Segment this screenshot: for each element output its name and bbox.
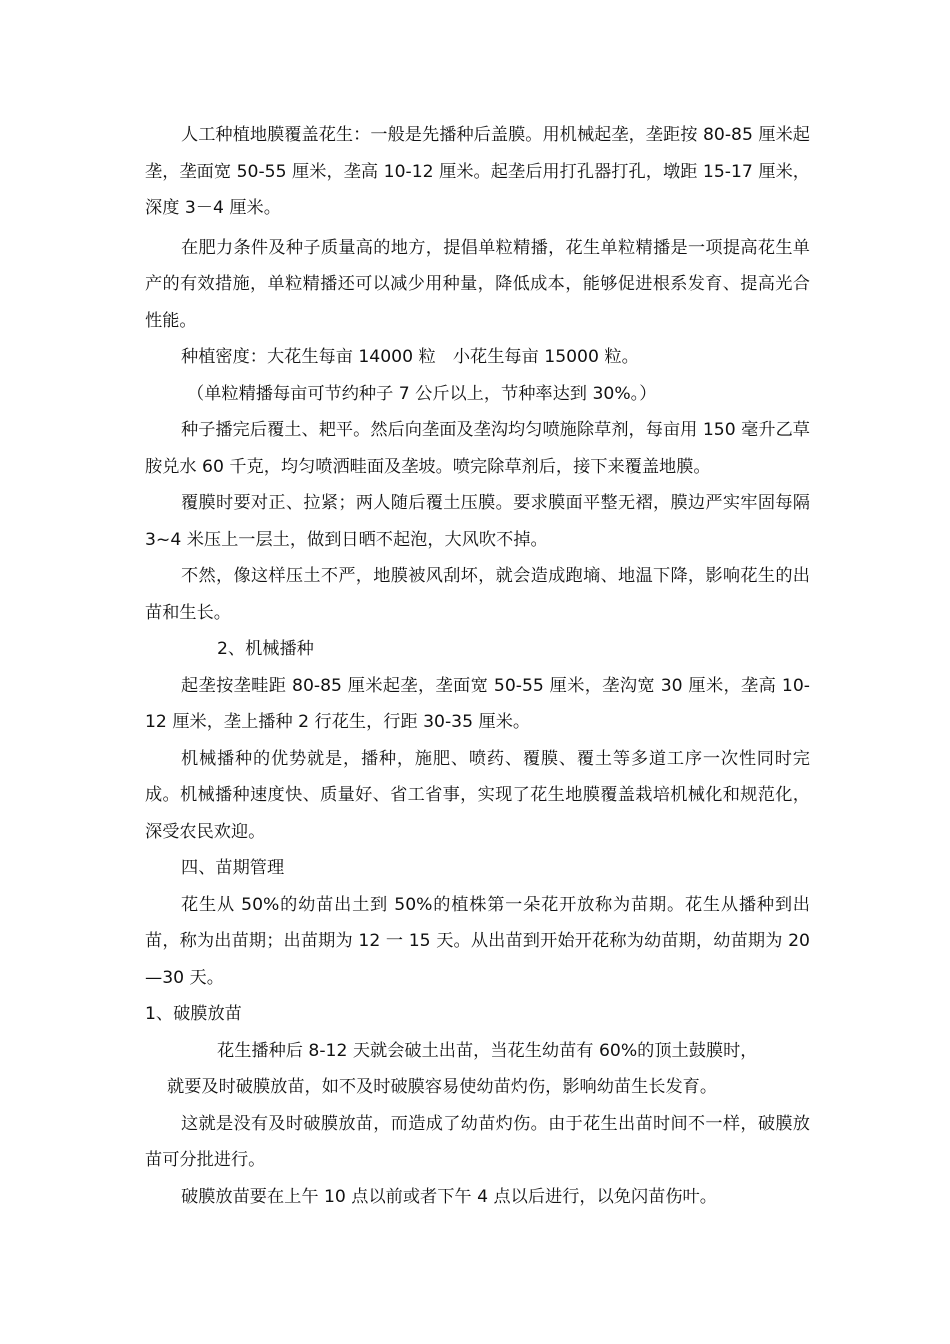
heading-mechanical-sowing: 2、机械播种 <box>217 639 314 659</box>
paragraph-mechanical-advantage: 机械播种的优势就是，播种，施肥、喷药、覆膜、覆土等多道工序一次性同时完成。机械播种速度快、质量好、省工省事，实现了花生地膜覆盖栽培机械化和规范化，深受农民欢迎。 <box>145 748 810 842</box>
paragraph-seedling-burn: 这就是没有及时破膜放苗，而造成了幼苗灼伤。由于花生出苗时间不一样，破膜放苗可分批进行。 <box>145 1113 810 1170</box>
paragraph-single-seed: 在肥力条件及种子质量高的地方，提倡单粒精播，花生单粒精播是一项提高花生单产的有效措施，单粒精播还可以减少用种量，降低成本，能够促进根系发育、提高光合性能。 <box>145 237 810 331</box>
heading-film-breaking: 1、破膜放苗 <box>145 1004 242 1024</box>
paragraph-timing: 破膜放苗要在上午 10 点以前或者下午 4 点以后进行，以免闪苗伤叶。 <box>181 1186 717 1207</box>
paragraph-emergence-line2: 就要及时破膜放苗，如不及时破膜容易使幼苗灼伤，影响幼苗生长发育。 <box>167 1077 718 1097</box>
paragraph-herbicide: 种子播完后覆土、耙平。然后向垄面及垄沟均匀喷施除草剂，每亩用 150 毫升乙草胺兑水 60 千克，均匀喷洒畦面及垄坡。喷完除草剂后，接下来覆盖地膜。 <box>145 420 810 477</box>
heading-seedling-management: 四、苗期管理 <box>181 858 285 878</box>
paragraph-seedling-period: 花生从 50%的幼苗出土到 50%的植株第一朵花开放称为苗期。花生从播种到出苗，称为出苗期；出苗期为 12 一 15 天。从出苗到开始开花称为幼苗期，幼苗期为 20—30 天。 <box>145 894 810 988</box>
paragraph-ridge-spec: 起垄按垄畦距 80-85 厘米起垄，垄面宽 50-55 厘米，垄沟宽 30 厘米，垄高 10-12 厘米，垄上播种 2 行花生，行距 30-35 厘米。 <box>145 675 810 732</box>
paragraph-seed-saving: （单粒精播每亩可节约种子 7 公斤以上，节种率达到 30%。） <box>187 383 657 404</box>
paragraph-film-covering: 覆膜时要对正、拉紧；两人随后覆土压膜。要求膜面平整无褶，膜边严实牢固每隔 3~4 米压上一层土，做到日晒不起泡，大风吹不掉。 <box>145 493 810 550</box>
paragraph-emergence-line1: 花生播种后 8-12 天就会破土出苗，当花生幼苗有 60%的顶土鼓膜时， <box>217 1040 758 1061</box>
paragraph-density: 种植密度：大花生每亩 14000 粒 小花生每亩 15000 粒。 <box>181 347 639 367</box>
paragraph-wind-damage: 不然，像这样压土不严，地膜被风刮坏，就会造成跑墒、地温下降，影响花生的出苗和生长。 <box>145 566 810 623</box>
paragraph-manual-planting: 人工种植地膜覆盖花生：一般是先播种后盖膜。用机械起垄，垄距按 80-85 厘米起垄，垄面宽 50-55 厘米，垄高 10-12 厘米。起垄后用打孔器打孔，墩距 15-17 厘米，深度 3－4 厘米。 <box>145 125 810 218</box>
document-body <box>145 117 810 1215</box>
